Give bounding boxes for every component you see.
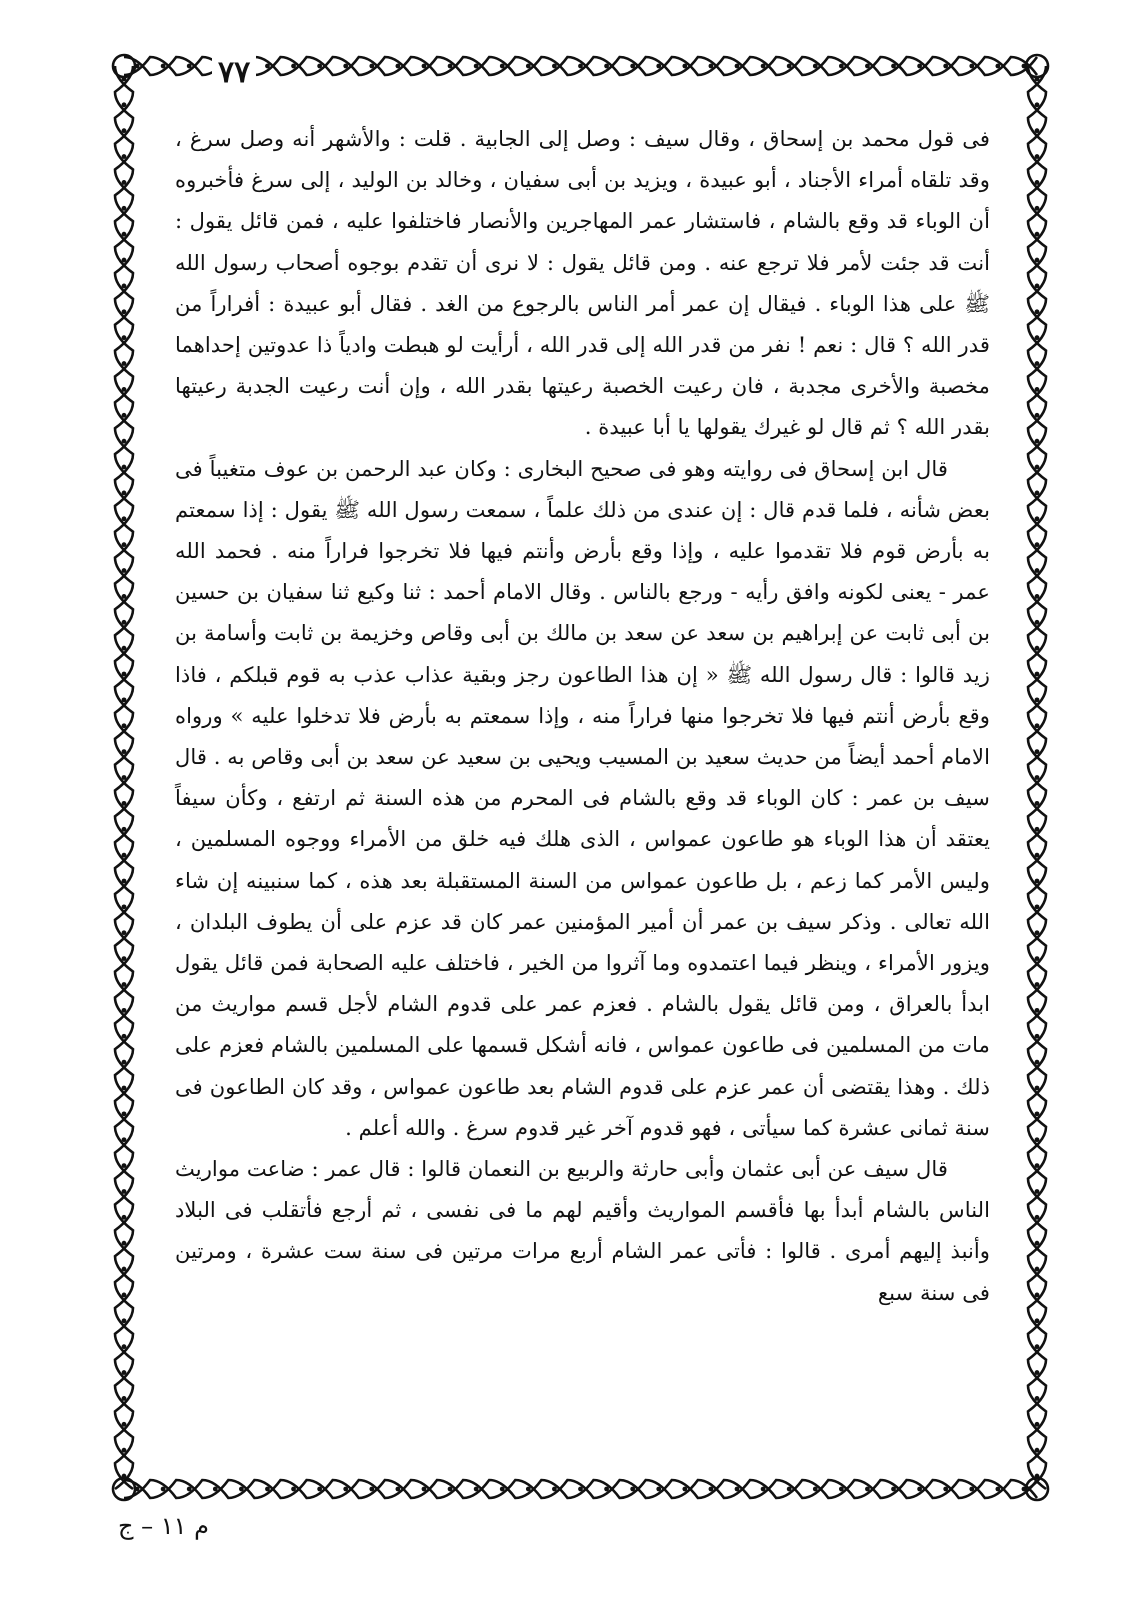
- page-body: [175, 118, 990, 1468]
- footer-signature: م ١١ – ج: [118, 1512, 210, 1540]
- paragraph-2: قال ابن إسحاق فى روايته وهو فى صحيح البخارى : وكان عبد الرحمن بن عوف متغيباً فى بعض شأنه ، فلما قدم قال : إن عندى من ذلك علماً ، سمعت رسول الله ﷺ يقول : إذا سمعتم به بأرض قوم فلا تقدموا عليه ، وإذا وقع بأرض وأنتم فيها فلا تخرجوا فراراً منه . فحمد الله عمر - يعنى لكونه وافق رأيه - ورجع بالناس . وقال الامام أحمد : ثنا وكيع ثنا سفيان بن حسين بن أبى ثابت عن إبراهيم بن سعد عن سعد بن مالك بن أبى وقاص وخزيمة بن ثابت وأسامة بن زيد قالوا : قال رسول الله ﷺ « إن هذا الطاعون رجز وبقية عذاب عذب به قوم قبلكم ، فاذا وقع بأرض أنتم فيها فلا تخرجوا منها فراراً منه ، وإذا سمعتم به بأرض فلا تدخلوا عليه » ورواه الامام أحمد أيضاً من حديث سعيد بن المسيب ويحيى بن سعيد عن سعد بن أبى وقاص به . قال سيف بن عمر : كان الوباء قد وقع بالشام فى المحرم من هذه السنة ثم ارتفع ، وكأن سيفاً يعتقد أن هذا الوباء هو طاعون عمواس ، الذى هلك فيه خلق من الأمراء ووجوه المسلمين ، وليس الأمر كما زعم ، بل طاعون عمواس من السنة المستقبلة بعد هذه ، كما سنبينه إن شاء الله تعالى . وذكر سيف بن عمر أن أمير المؤمنين عمر كان قد عزم على أن يطوف البلدان ، ويزور الأمراء ، وينظر فيما اعتمدوه وما آثروا من الخير ، فاختلف عليه الصحابة فمن قائل يقول ابدأ بالعراق ، ومن قائل يقول بالشام . فعزم عمر على قدوم الشام لأجل قسم مواريث من مات من المسلمين فى طاعون عمواس ، فانه أشكل قسمها على المسلمين بالشام فعزم على ذلك . وهذا يقتضى أن عمر عزم على قدوم الشام بعد طاعون عمواس ، وقد كان الطاعون فى سنة ثمانى عشرة كما سيأتى ، فهو قدوم آخر غير قدوم سرغ . والله أعلم .: [175, 455, 990, 1140]
- paragraph-1: فى قول محمد بن إسحاق ، وقال سيف : وصل إلى الجابية . قلت : والأشهر أنه وصل سرغ ، وقد تلقاه أمراء الأجناد ، أبو عبيدة ، ويزيد بن أبى سفيان ، وخالد بن الوليد ، إلى سرغ فأخبروه أن الوباء قد وقع بالشام ، فاستشار عمر المهاجرين والأنصار فاختلفوا عليه ، فمن قائل يقول : أنت قد جئت لأمر فلا ترجع عنه . ومن قائل يقول : لا نرى أن تقدم بوجوه أصحاب رسول الله ﷺ على هذا الوباء . فيقال إن عمر أمر الناس بالرجوع من الغد . فقال أبو عبيدة : أفراراً من قدر الله ؟ قال : نعم ! نفر من قدر الله إلى قدر الله ، أرأيت لو هبطت وادياً ذا عدوتين إحداهما مخصبة والأخرى مجدبة ، فان رعيت الخصبة رعيتها بقدر الله ، وإن أنت رعيت الجدبة رعيتها بقدر الله ؟ ثم قال لو غيرك يقولها يا أبا عبيدة .: [175, 126, 990, 440]
- page-number: ٧٧: [212, 55, 256, 90]
- paragraph-3: قال سيف عن أبى عثمان وأبى حارثة والربيع بن النعمان قالوا : قال عمر : ضاعت مواريث الناس بالشام أبدأ بها فأقسم المواريث وأقيم لهم ما فى نفسى ، ثم أرجع فأتقلب فى البلاد وأنبذ إليهم أمرى . قالوا : فأتى عمر الشام أربع مرات مرتين فى سنة ست عشرة ، ومرتين فى سنة سبع: [175, 1156, 990, 1305]
